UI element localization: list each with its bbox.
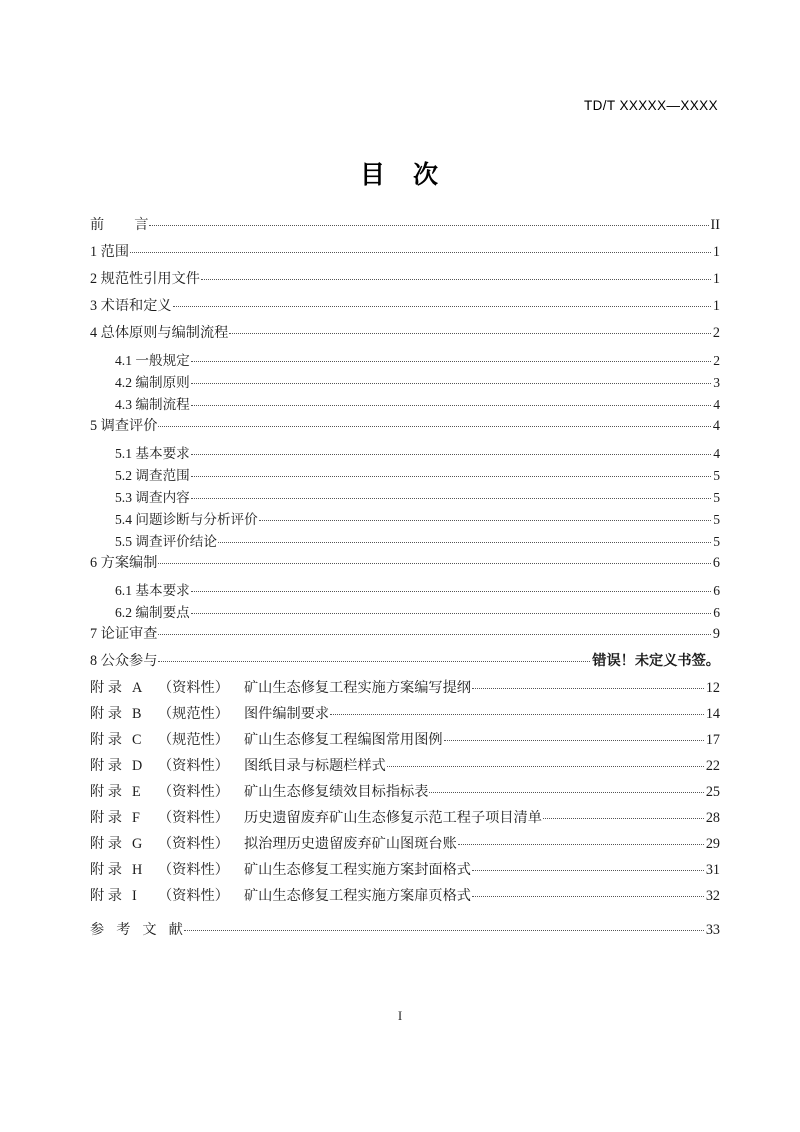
toc-entry-page: 4 xyxy=(713,397,720,412)
appendix-name: 矿山生态修复工程编图常用图例 xyxy=(243,732,443,748)
toc-entry-appendix-d[interactable] xyxy=(90,755,720,781)
toc-entry-label xyxy=(90,781,428,801)
appendix-name: 图件编制要求 xyxy=(243,706,330,722)
appendix-prefix: 附 录 xyxy=(90,784,122,800)
toc-entry-label: 4.3 编制流程 xyxy=(115,397,190,412)
dot-leader xyxy=(387,756,704,770)
toc-entry-page: 14 xyxy=(705,706,720,722)
toc-entry-label xyxy=(90,807,542,827)
dot-leader xyxy=(472,860,704,874)
appendix-prefix: 附 录 xyxy=(90,862,122,878)
toc-entry-page: 6 xyxy=(713,605,720,620)
appendix-name: 矿山生态修复工程实施方案编写提纲 xyxy=(243,680,471,696)
dot-leader xyxy=(472,886,704,900)
standard-code-header: TD/T XXXXX—XXXX xyxy=(583,98,718,113)
toc-entry-appendix-f[interactable] xyxy=(90,807,720,833)
appendix-kind: （资料性） xyxy=(157,758,229,774)
toc-entry-label: 4.2 编制原则 xyxy=(115,375,190,390)
toc-entry-label: 3 术语和定义 xyxy=(90,298,172,314)
appendix-kind: （规范性） xyxy=(157,732,229,748)
appendix-letter: I xyxy=(131,888,137,904)
toc-entry-page: 2 xyxy=(712,325,720,341)
dot-leader xyxy=(191,581,711,595)
dot-leader xyxy=(458,834,704,848)
toc-entry-page: 6 xyxy=(713,583,720,598)
appendix-kind: （资料性） xyxy=(157,810,229,826)
toc-entry-appendix-g[interactable] xyxy=(90,833,720,859)
toc-entry-clause-4[interactable] xyxy=(90,322,720,349)
dot-leader xyxy=(218,532,711,546)
appendix-prefix: 附 录 xyxy=(90,706,122,722)
toc-entry-label: 参 考 文 献 xyxy=(90,922,183,938)
dot-leader xyxy=(130,242,711,256)
toc-entry-page: 28 xyxy=(705,810,720,826)
appendix-prefix: 附 录 xyxy=(90,758,122,774)
toc-entry-appendix-b[interactable] xyxy=(90,703,720,729)
toc-entry-page: 32 xyxy=(705,888,720,904)
toc-entry-page: 6 xyxy=(712,555,720,571)
toc-entry-label: 7 论证审查 xyxy=(90,626,158,642)
toc-entry-page: 3 xyxy=(713,375,720,390)
appendix-name: 历史遗留废弃矿山生态修复示范工程子项目清单 xyxy=(243,810,542,826)
appendix-kind: （资料性） xyxy=(157,862,229,878)
dot-leader xyxy=(259,510,711,524)
toc-entry-label xyxy=(90,833,457,853)
toc-entry-clause-5-4[interactable] xyxy=(90,508,720,530)
toc-entry-clause-4-2[interactable] xyxy=(90,371,720,393)
toc-entry-label: 6 方案编制 xyxy=(90,555,158,571)
toc-entry-page: 4 xyxy=(713,446,720,461)
toc-entry-page: 31 xyxy=(705,862,720,878)
toc-entry-label: 5.4 问题诊断与分析评价 xyxy=(115,512,258,527)
toc-entry-page: 5 xyxy=(713,512,720,527)
toc-entry-appendix-a[interactable] xyxy=(90,677,720,703)
appendix-letter: E xyxy=(131,784,141,800)
dot-leader xyxy=(149,215,708,229)
toc-entry-page: 12 xyxy=(705,680,720,696)
dot-leader xyxy=(158,416,711,430)
appendix-letter: D xyxy=(131,758,143,774)
toc-entry-label xyxy=(90,885,471,905)
toc-entry-label: 8 公众参与 xyxy=(90,653,158,669)
toc-entry-page: 1 xyxy=(712,271,720,287)
dot-leader xyxy=(543,808,704,822)
table-of-contents xyxy=(90,214,720,946)
toc-entry-label xyxy=(90,755,386,775)
toc-entry-label: 5.1 基本要求 xyxy=(115,446,190,461)
toc-entry-page-error: 错误！未定义书签。 xyxy=(592,653,720,669)
toc-entry-clause-5-5[interactable] xyxy=(90,530,720,552)
toc-entry-clause-6-1[interactable] xyxy=(90,579,720,601)
appendix-prefix: 附 录 xyxy=(90,680,122,696)
toc-entry-page: 5 xyxy=(713,468,720,483)
dot-leader xyxy=(158,624,711,638)
toc-entry-label: 前 言 xyxy=(90,217,149,233)
page-title xyxy=(0,155,800,191)
dot-leader xyxy=(191,351,711,365)
toc-entry-page: 1 xyxy=(712,244,720,260)
toc-entry-clause-1[interactable] xyxy=(90,241,720,268)
toc-entry-label: 5 调查评价 xyxy=(90,418,158,434)
toc-entry-references[interactable] xyxy=(90,919,720,946)
appendix-name: 矿山生态修复工程实施方案扉页格式 xyxy=(243,888,471,904)
toc-entry-label: 5.2 调查范围 xyxy=(115,468,190,483)
toc-entry-clause-5-2[interactable] xyxy=(90,464,720,486)
appendix-letter: B xyxy=(131,706,142,722)
toc-entry-clause-4-3[interactable] xyxy=(90,393,720,415)
toc-entry-label xyxy=(90,703,329,723)
toc-entry-page: 25 xyxy=(705,784,720,800)
dot-leader xyxy=(429,782,703,796)
appendix-name: 拟治理历史遗留废弃矿山图斑台账 xyxy=(243,836,457,852)
appendix-prefix: 附 录 xyxy=(90,836,122,852)
toc-entry-page: 1 xyxy=(712,298,720,314)
toc-entry-label xyxy=(90,859,471,879)
appendix-letter: C xyxy=(131,732,142,748)
dot-leader xyxy=(472,678,704,692)
dot-leader xyxy=(191,395,711,409)
toc-entry-clause-6-2[interactable] xyxy=(90,601,720,623)
toc-entry-label: 2 规范性引用文件 xyxy=(90,271,200,287)
appendix-kind: （资料性） xyxy=(157,836,229,852)
toc-entry-clause-2[interactable] xyxy=(90,268,720,295)
dot-leader xyxy=(191,444,711,458)
dot-leader xyxy=(191,603,711,617)
toc-entry-page: 4 xyxy=(712,418,720,434)
toc-entry-label: 1 范围 xyxy=(90,244,130,260)
toc-entry-clause-8[interactable] xyxy=(90,650,720,677)
appendix-kind: （资料性） xyxy=(157,888,229,904)
appendix-name: 矿山生态修复工程实施方案封面格式 xyxy=(243,862,471,878)
dot-leader xyxy=(158,553,711,567)
appendix-letter: G xyxy=(131,836,143,852)
toc-entry-clause-5[interactable] xyxy=(90,415,720,442)
toc-entry-page: 9 xyxy=(712,626,720,642)
toc-entry-label: 6.1 基本要求 xyxy=(115,583,190,598)
footer-page-number: I xyxy=(397,1008,403,1023)
toc-entry-appendix-h[interactable] xyxy=(90,859,720,885)
toc-entry-clause-3[interactable] xyxy=(90,295,720,322)
toc-entry-label: 5.5 调查评价结论 xyxy=(115,534,217,549)
toc-entry-appendix-e[interactable] xyxy=(90,781,720,807)
dot-leader xyxy=(173,296,711,310)
appendix-kind: （规范性） xyxy=(157,706,229,722)
dot-leader xyxy=(191,466,711,480)
toc-entry-page: 17 xyxy=(705,732,720,748)
title-char-mu: 目 xyxy=(359,162,387,189)
toc-entry-page: 5 xyxy=(713,490,720,505)
toc-entry-page: 29 xyxy=(705,836,720,852)
appendix-name: 矿山生态修复绩效目标指标表 xyxy=(243,784,429,800)
toc-entry-clause-4-1[interactable] xyxy=(90,349,720,371)
appendix-letter: H xyxy=(131,862,143,878)
dot-leader xyxy=(184,920,704,934)
dot-leader xyxy=(330,704,704,718)
toc-entry-clause-7[interactable] xyxy=(90,623,720,650)
appendix-kind: （资料性） xyxy=(157,680,229,696)
toc-entry-page: 33 xyxy=(705,922,720,938)
toc-entry-appendix-i[interactable] xyxy=(90,885,720,911)
toc-entry-page: 22 xyxy=(705,758,720,774)
dot-leader xyxy=(229,323,711,337)
toc-entry-label xyxy=(90,729,443,749)
toc-entry-page: II xyxy=(710,217,720,233)
dot-leader xyxy=(444,730,704,744)
appendix-letter: F xyxy=(131,810,140,826)
dot-leader xyxy=(191,488,711,502)
title-char-ci: 次 xyxy=(413,162,441,189)
toc-entry-clause-6[interactable] xyxy=(90,552,720,579)
toc-entry-label: 6.2 编制要点 xyxy=(115,605,190,620)
appendix-name: 图纸目录与标题栏样式 xyxy=(243,758,386,774)
toc-entry-appendix-c[interactable] xyxy=(90,729,720,755)
toc-entry-page: 5 xyxy=(713,534,720,549)
appendix-prefix: 附 录 xyxy=(90,888,122,904)
toc-entry-label: 5.3 调查内容 xyxy=(115,490,190,505)
toc-entry-clause-5-1[interactable] xyxy=(90,442,720,464)
toc-entry-label xyxy=(90,677,471,697)
toc-entry-clause-5-3[interactable] xyxy=(90,486,720,508)
dot-leader xyxy=(191,373,711,387)
appendix-prefix: 附 录 xyxy=(90,810,122,826)
appendix-letter: A xyxy=(131,680,143,696)
toc-entry-page: 2 xyxy=(713,353,720,368)
dot-leader xyxy=(201,269,711,283)
toc-entry-label: 4 总体原则与编制流程 xyxy=(90,325,229,341)
appendix-kind: （资料性） xyxy=(157,784,229,800)
dot-leader xyxy=(158,651,590,665)
toc-entry-label: 4.1 一般规定 xyxy=(115,353,190,368)
toc-entry-foreword[interactable] xyxy=(90,214,720,241)
appendix-prefix: 附 录 xyxy=(90,732,122,748)
